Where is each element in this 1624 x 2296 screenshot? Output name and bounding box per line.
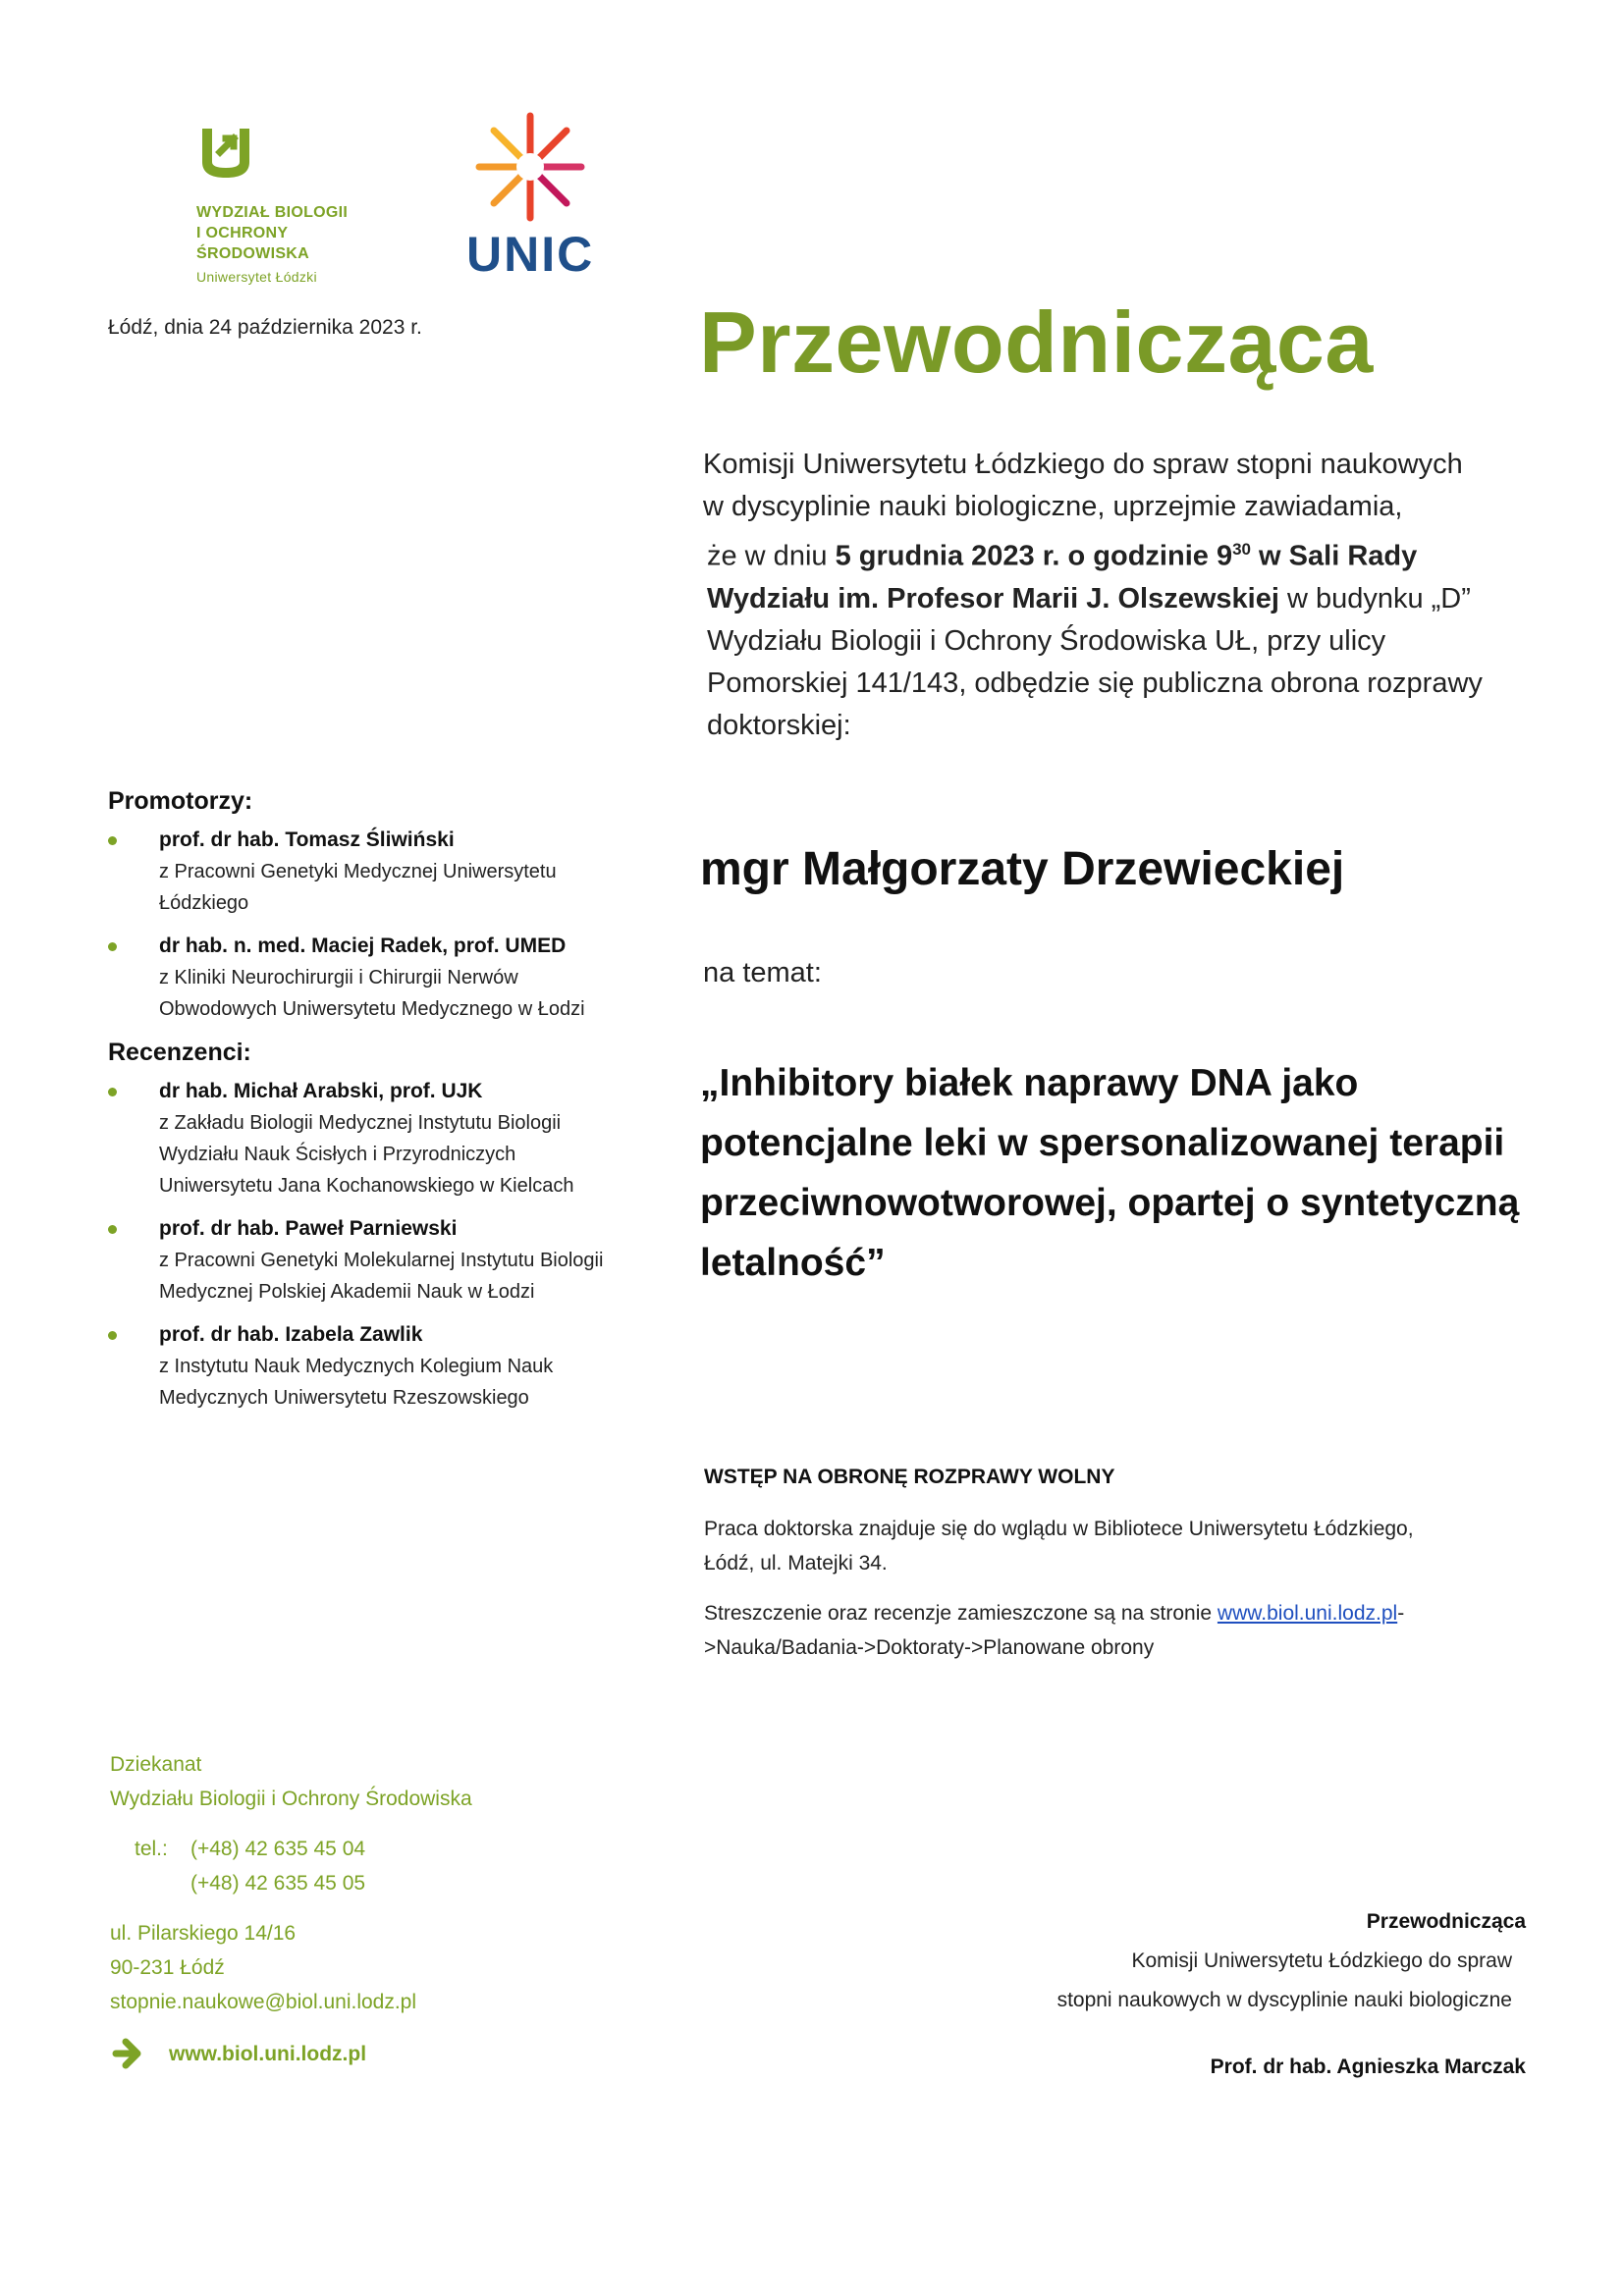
signature-role: Przewodnicząca <box>1366 1910 1526 1933</box>
reviewers-list <box>108 1076 687 1414</box>
signature-committee: Komisji Uniwersytetu Łódzkiego do spraw <box>1131 1949 1512 1972</box>
summary-note-text: Streszczenie oraz recenzje zamieszczone są na stronie <box>704 1602 1218 1625</box>
thesis-line: „Inhibitory białek naprawy DNA jako <box>700 1062 1359 1104</box>
candidate-name: mgr Małgorzaty Drzewieckiej <box>700 843 1345 895</box>
member-name: prof. dr hab. Izabela Zawlik <box>159 1323 423 1346</box>
footer-website-link[interactable]: www.biol.uni.lodz.pl <box>169 2042 367 2065</box>
defense-room: w Sali Rady <box>1251 540 1418 572</box>
faculty-logo-university: Uniwersytet Łódzki <box>196 269 317 285</box>
notes <box>704 1512 1568 1681</box>
committee-member <box>108 1213 687 1308</box>
bullet-icon <box>108 1331 117 1340</box>
intro-line-date <box>703 528 1557 578</box>
defense-minutes: 30 <box>1232 540 1251 559</box>
member-affiliation: Wydziału Nauk Ścisłych i Przyrodniczych <box>159 1144 516 1165</box>
address-city: 90-231 Łódź <box>110 1956 225 1979</box>
promotors-heading: Promotorzy: <box>108 787 253 815</box>
committee-column <box>108 785 687 1425</box>
member-name: dr hab. Michał Arabski, prof. UJK <box>159 1080 483 1102</box>
summary-note-text: - <box>1397 1602 1405 1625</box>
page-title: Przewodnicząca <box>699 294 1374 391</box>
intro-line: Komisji Uniwersytetu Łódzkiego do spraw stopni naukowych <box>703 449 1463 480</box>
faculty-logo-line1: WYDZIAŁ BIOLOGII <box>196 204 349 221</box>
member-name: prof. dr hab. Paweł Parniewski <box>159 1217 458 1240</box>
promotors-list <box>108 825 687 1025</box>
office-name: Dziekanat <box>110 1753 202 1776</box>
thesis-line: letalność” <box>700 1242 886 1284</box>
committee-member <box>108 1319 687 1414</box>
member-affiliation: Medycznej Polskiej Akademii Nauk w Łodzi <box>159 1281 535 1303</box>
member-name: dr hab. n. med. Maciej Radek, prof. UMED <box>159 934 567 957</box>
committee-member <box>108 931 687 1025</box>
bullet-icon <box>108 1088 117 1096</box>
reviewers-heading: Recenzenci: <box>108 1039 251 1066</box>
library-note-line: Łódź, ul. Matejki 34. <box>704 1552 888 1575</box>
thesis-title <box>700 1053 1564 1293</box>
thesis-line: potencjalne leki w spersonalizowanej terapii <box>700 1122 1505 1164</box>
member-affiliation: z Zakładu Biologii Medycznej Instytutu Biologii <box>159 1112 562 1134</box>
intro-line: doktorskiej: <box>707 709 851 741</box>
member-affiliation: z Pracowni Genetyki Molekularnej Instytutu Biologii <box>159 1250 604 1271</box>
unic-sun-icon <box>466 108 594 226</box>
phone-number: (+48) 42 635 45 04 <box>190 1838 366 1860</box>
member-affiliation: Medycznych Uniwersytetu Rzeszowskiego <box>159 1387 529 1409</box>
signature-name: Prof. dr hab. Agnieszka Marczak <box>1210 2056 1526 2078</box>
phone-number: (+48) 42 635 45 05 <box>190 1872 366 1895</box>
intro-line: Pomorskiej 141/143, odbędzie się publiczna obrona rozprawy <box>707 667 1483 699</box>
unic-logo-text: UNIC <box>466 227 595 282</box>
committee-member <box>108 825 687 919</box>
signature-block <box>976 1902 1526 2087</box>
thesis-line: przeciwnowotworowej, opartej o syntetyczną <box>700 1182 1520 1224</box>
intro-text: że w dniu <box>707 540 836 572</box>
contact-email[interactable]: stopnie.naukowe@biol.uni.lodz.pl <box>110 1991 417 2013</box>
signature-discipline: stopni naukowych w dyscyplinie nauki biologiczne <box>1056 1989 1512 2011</box>
announcement-intro <box>703 444 1557 747</box>
faculty-logo-line3: ŚRODOWISKA <box>196 245 309 262</box>
bullet-icon <box>108 836 117 845</box>
tel-label: tel.: <box>135 1838 168 1860</box>
arrow-right-icon <box>110 2035 147 2072</box>
bullet-icon <box>108 1225 117 1234</box>
member-affiliation: z Kliniki Neurochirurgii i Chirurgii Nerwów <box>159 967 518 988</box>
summary-note-path: >Nauka/Badania->Doktoraty->Planowane obrony <box>704 1636 1155 1659</box>
member-affiliation: z Instytutu Nauk Medycznych Kolegium Nauk <box>159 1356 554 1377</box>
member-affiliation: Uniwersytetu Jana Kochanowskiego w Kielcach <box>159 1175 574 1197</box>
member-affiliation: Obwodowych Uniwersytetu Medycznego w Łodzi <box>159 998 585 1020</box>
faculty-website-link[interactable]: www.biol.uni.lodz.pl <box>1217 1602 1398 1625</box>
faculty-logo <box>196 123 393 288</box>
bullet-icon <box>108 942 117 951</box>
intro-text: w budynku „D” <box>1278 582 1471 614</box>
faculty-logo-line2: I OCHRONY <box>196 225 289 241</box>
topic-label: na temat: <box>703 957 822 988</box>
intro-line: Wydziału Biologii i Ochrony Środowiska UŁ, przy ulicy <box>707 624 1386 657</box>
member-affiliation: z Pracowni Genetyki Medycznej Uniwersytetu <box>159 861 557 882</box>
free-entry-notice: WSTĘP NA OBRONĘ ROZPRAWY WOLNY <box>704 1466 1115 1488</box>
faculty-logo-icon <box>196 123 255 184</box>
unic-logo <box>466 108 595 282</box>
summary-note <box>704 1596 1568 1665</box>
member-name: prof. dr hab. Tomasz Śliwiński <box>159 828 455 851</box>
defense-date-time: 5 grudnia 2023 r. o godzinie 9 <box>835 540 1233 572</box>
office-faculty: Wydziału Biologii i Ochrony Środowiska <box>110 1788 472 1810</box>
library-note-line: Praca doktorska znajduje się do wglądu w Bibliotece Uniwersytetu Łódzkiego, <box>704 1518 1414 1540</box>
committee-member <box>108 1076 687 1201</box>
library-note <box>704 1512 1568 1580</box>
document-date: Łódź, dnia 24 października 2023 r. <box>108 316 422 339</box>
member-affiliation: Łódzkiego <box>159 892 249 914</box>
contact-footer <box>110 1747 660 2072</box>
address-street: ul. Pilarskiego 14/16 <box>110 1922 297 1945</box>
intro-line: w dyscyplinie nauki biologiczne, uprzejmie zawiadamia, <box>703 491 1403 522</box>
defense-room-name: Wydziału im. Profesor Marii J. Olszewskiej <box>707 582 1279 614</box>
intro-line-room <box>703 578 1557 620</box>
